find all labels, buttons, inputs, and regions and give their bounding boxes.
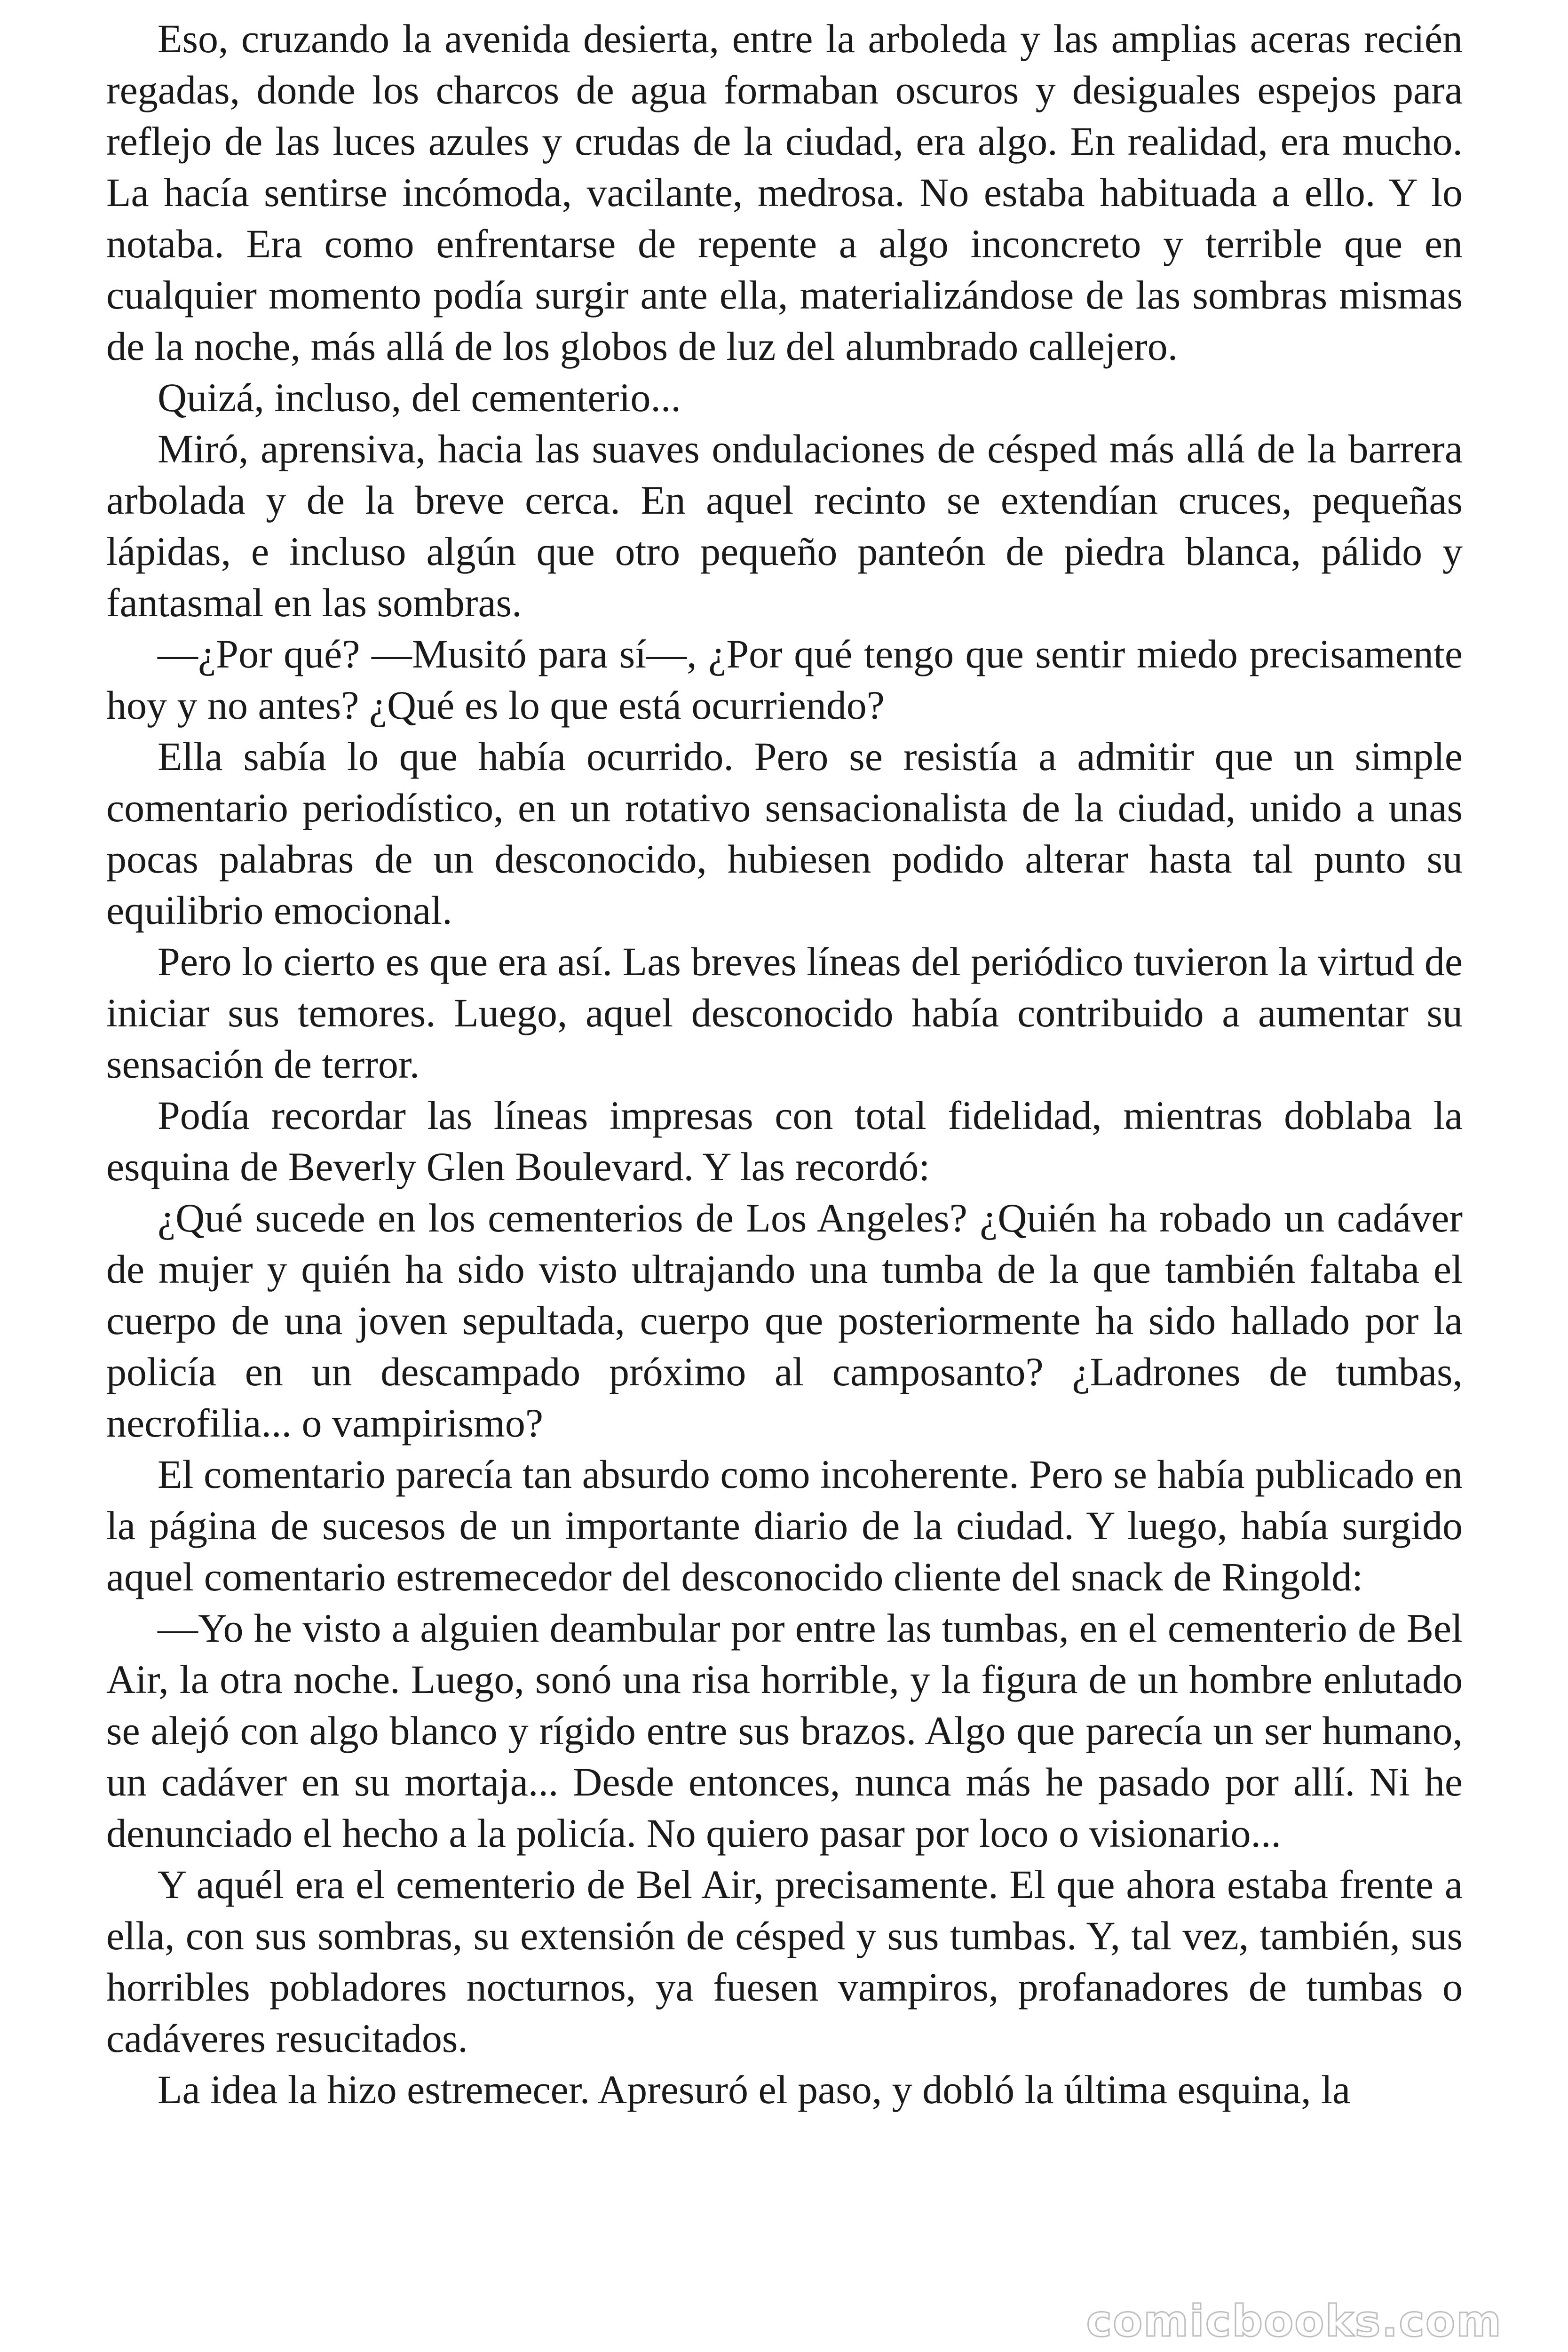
paragraph: Podía recordar las líneas impresas con total fidelidad, mientras doblaba la esquina de Beverly Glen Boulevard. Y las recordó: [106,1093,1463,1189]
paragraph: Pero lo cierto es que era así. Las breves líneas del periódico tuvieron la virtud de iniciar sus temores. Luego, aquel desconocido había contribuido a aumentar su sensación de terror. [106,939,1463,1087]
paragraph: Quizá, incluso, del cementerio... [158,375,681,420]
watermark: comicbooks.com [1086,2296,1502,2346]
paragraph: ¿Qué sucede en los cementerios de Los Angeles? ¿Quién ha robado un cadáver de mujer y quién ha sido visto ultrajando una tumba de la que también faltaba el cuerpo de una joven sepultada, cuerpo que posteriormente ha sido hallado por la policía en un descampado próximo al camposanto? ¿Ladrones de tumbas, necrofilia... o vampirismo? [106,1195,1463,1446]
paragraph: El comentario parecía tan absurdo como incoherente. Pero se había publicado en la página de sucesos de un importante diario de la ciudad. Y luego, había surgido aquel comentario estremecedor del desconocido cliente del snack de Ringold: [106,1452,1463,1599]
paragraph: Miró, aprensiva, hacia las suaves ondulaciones de césped más allá de la barrera arbolada y de la breve cerca. En aquel recinto se extendían cruces, pequeñas lápidas, e incluso algún que otro pequeño panteón de piedra blanca, pálido y fantasmal en las sombras. [106,426,1463,625]
paragraph: Eso, cruzando la avenida desierta, entre la arboleda y las amplias aceras recién regadas, donde los charcos de agua formaban oscuros y desiguales espejos para reflejo de las luces azules y crudas de la ciudad, era algo. En realidad, era mucho. La hacía sentirse incómoda, vacilante, medrosa. No estaba habituada a ello. Y lo notaba. Era como enfrentarse de repente a algo inconcreto y terrible que en cualquier momento podía surgir ante ella, materializándose de las sombras mismas de la noche, más allá de los globos de luz del alumbrado callejero. [106,16,1463,369]
paragraph: —Yo he visto a alguien deambular por entre las tumbas, en el cementerio de Bel Air, la otra noche. Luego, sonó una risa horrible, y la figura de un hombre enlutado se alejó con algo blanco y rígido entre sus brazos. Algo que parecía un ser humano, un cadáver en su mortaja... Desde entonces, nunca más he pasado por allí. Ni he denunciado el hecho a la policía. No quiero pasar por loco o visionario... [106,1605,1463,1856]
page-text [106,13,1463,2115]
paragraph: Ella sabía lo que había ocurrido. Pero se resistía a admitir que un simple comentario periodístico, en un rotativo sensacionalista de la ciudad, unido a unas pocas palabras de un desconocido, hubiesen podido alterar hasta tal punto su equilibrio emocional. [106,734,1463,933]
paragraph: —¿Por qué? —Musitó para sí—, ¿Por qué tengo que sentir miedo precisamente hoy y no antes? ¿Qué es lo que está ocurriendo? [106,631,1463,728]
paragraph: Y aquél era el cementerio de Bel Air, precisamente. El que ahora estaba frente a ella, con sus sombras, su extensión de césped y sus tumbas. Y, tal vez, también, sus horribles pobladores nocturnos, ya fuesen vampiros, profanadores de tumbas o cadáveres resucitados. [106,1862,1463,2061]
paragraph: La idea la hizo estremecer. Apresuró el paso, y dobló la última esquina, la [158,2067,1351,2112]
